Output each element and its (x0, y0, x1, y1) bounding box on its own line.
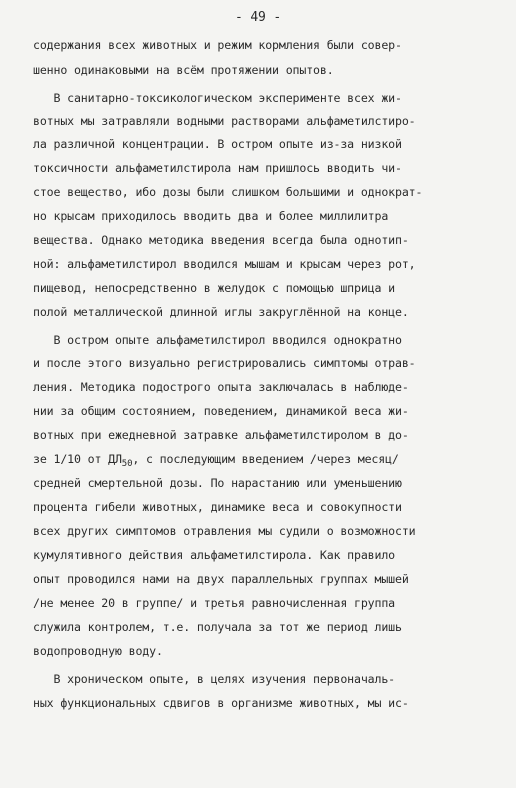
text-line: стое вещество, ибо дозы были слишком большими и однократ- (33, 185, 423, 199)
text-line: опыт проводился нами на двух параллельных группах мышей (33, 572, 409, 586)
text-line: но крысам приходилось вводить два и более миллилитра (33, 209, 389, 223)
text-line: полой металлической длинной иглы закруглённой на конце. (33, 305, 409, 319)
text-line: токсичности альфаметилстирола нам пришлось вводить чи- (33, 161, 402, 175)
ld-subscript: 50 (121, 459, 133, 469)
text-line: водопроводную воду. (33, 644, 163, 658)
text-line: ления. Методика подострого опыта заключалась в наблюде- (33, 380, 409, 394)
page-number: - 49 - (234, 10, 282, 25)
text-line: /не менее 20 в группе/ и третья равночисленная группа (33, 596, 395, 610)
text-line: средней смертельной дозы. По нарастанию или уменьшению (33, 476, 402, 490)
text-line: В хроническом опыте, в целях изучения первоначаль- (33, 672, 395, 686)
text-line: нии за общим состоянием, поведением, динамикой веса жи- (33, 404, 409, 418)
text-line (33, 454, 399, 469)
text-line: вещества. Однако методика введения всегда была однотип- (33, 233, 409, 247)
text-line: и после этого визуально регистрировались симптомы отрав- (33, 356, 416, 370)
text-line: шенно одинаковыми на всём протяжении опытов. (33, 63, 334, 77)
ld-prefix: зе 1/10 от ДЛ (33, 452, 122, 466)
text-line: В санитарно-токсикологическом эксперименте всех жи- (33, 91, 402, 105)
text-line: кумулятивного действия альфаметилстирола. Как правило (33, 548, 395, 562)
text-line: вотных при ежедневной затравке альфаметилстиролом в до- (33, 428, 409, 442)
text-line: вотных мы затравляли водными растворами альфаметилстиро- (33, 114, 416, 128)
text-line: ной: альфаметилстирол вводился мышам и крысам через рот, (33, 257, 416, 271)
text-line: содержания всех животных и режим кормления были совер- (33, 38, 402, 52)
text-line: пищевод, непосредственно в желудок с помощью шприца и (33, 281, 395, 295)
text-line: всех других симптомов отравления мы судили о возможности (33, 524, 416, 538)
text-line: В остром опыте альфаметилстирол вводился однократно (33, 333, 402, 347)
text-line: ных функциональных сдвигов в организме животных, мы ис- (33, 696, 409, 710)
text-line: ла различной концентрации. В остром опыте из-за низкой (33, 137, 402, 151)
text-line: служила контролем, т.е. получала за тот же период лишь (33, 620, 402, 634)
ld-tail: , с последующим введением /через месяц/ (132, 452, 399, 466)
text-line: процента гибели животных, динамике веса и совокупности (33, 500, 402, 514)
